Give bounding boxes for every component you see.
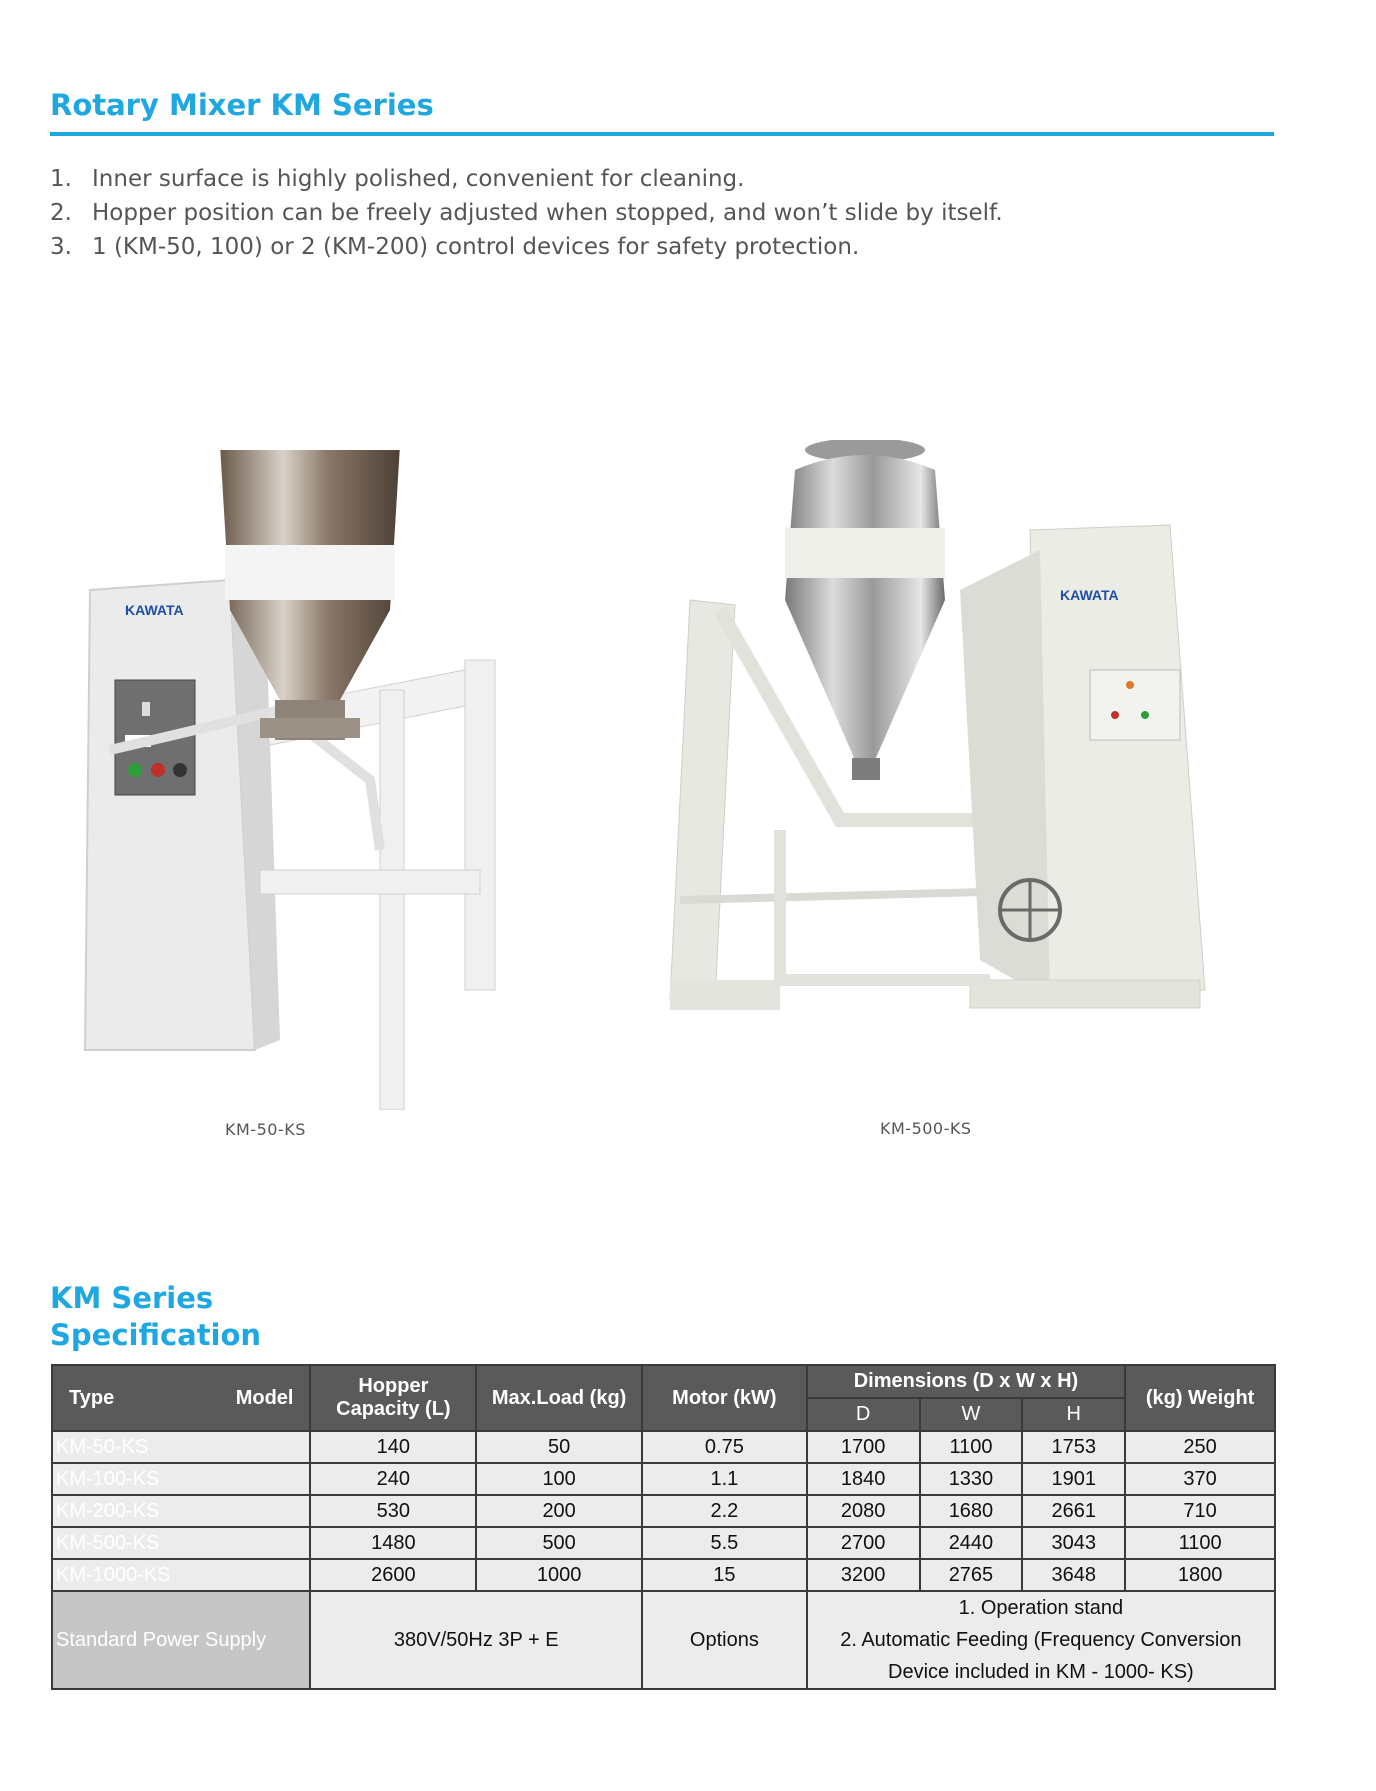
weight-cell: 250	[1125, 1431, 1275, 1463]
header-w: W	[920, 1398, 1023, 1431]
weight-cell: 370	[1125, 1463, 1275, 1495]
hopper-cell: 1480	[310, 1527, 476, 1559]
header-model: Model	[235, 1386, 294, 1409]
d-cell: 2700	[807, 1527, 920, 1559]
w-cell: 2765	[920, 1559, 1023, 1591]
header-hopper	[310, 1365, 476, 1431]
feature-number: 3.	[50, 234, 72, 260]
options-label: Options	[642, 1591, 807, 1689]
feature-text: 1 (KM-50, 100) or 2 (KM-200) control devices for safety protection.	[92, 234, 860, 260]
page-title: Rotary Mixer KM Series	[50, 88, 434, 122]
load-cell: 200	[476, 1495, 642, 1527]
power-supply-label: Standard Power Supply	[52, 1591, 310, 1689]
table-row	[52, 1559, 1275, 1591]
motor-cell: 1.1	[642, 1463, 807, 1495]
header-dimensions: Dimensions (D x W x H)	[807, 1365, 1125, 1398]
motor-cell: 5.5	[642, 1527, 807, 1559]
options-list	[807, 1591, 1275, 1689]
h-cell: 3043	[1022, 1527, 1125, 1559]
spec-table	[51, 1364, 1276, 1690]
table-footer-row	[52, 1591, 1275, 1689]
motor-cell: 15	[642, 1559, 807, 1591]
option-item: 2. Automatic Feeding (Frequency Conversion	[840, 1629, 1242, 1651]
feature-number: 1.	[50, 166, 72, 192]
motor-cell: 2.2	[642, 1495, 807, 1527]
feature-list	[50, 162, 1003, 264]
model-cell: KM-50-KS	[52, 1431, 310, 1463]
spec-title	[50, 1280, 261, 1354]
model-cell: KM-200-KS	[52, 1495, 310, 1527]
load-cell: 100	[476, 1463, 642, 1495]
kawata-logo: KAWATA	[1060, 587, 1119, 603]
feature-item	[50, 162, 1003, 196]
load-cell: 500	[476, 1527, 642, 1559]
w-cell: 1680	[920, 1495, 1023, 1527]
feature-text: Inner surface is highly polished, convenient for cleaning.	[92, 166, 745, 192]
d-cell: 1840	[807, 1463, 920, 1495]
h-cell: 1901	[1022, 1463, 1125, 1495]
weight-cell: 1100	[1125, 1527, 1275, 1559]
hopper-cell: 2600	[310, 1559, 476, 1591]
power-supply-value: 380V/50Hz 3P + E	[310, 1591, 642, 1689]
d-cell: 3200	[807, 1559, 920, 1591]
table-row	[52, 1431, 1275, 1463]
load-cell: 1000	[476, 1559, 642, 1591]
load-cell: 50	[476, 1431, 642, 1463]
model-cell: KM-100-KS	[52, 1463, 310, 1495]
header-hopper-line1: Hopper	[358, 1375, 429, 1397]
hopper-cell: 140	[310, 1431, 476, 1463]
table-row	[52, 1495, 1275, 1527]
h-cell: 2661	[1022, 1495, 1125, 1527]
option-item: Device included in KM - 1000- KS)	[888, 1661, 1194, 1683]
feature-number: 2.	[50, 200, 72, 226]
spec-title-line1: KM Series	[50, 1281, 214, 1315]
km-500-ks-caption: KM-500-KS	[880, 1119, 972, 1138]
header-motor: Motor (kW)	[642, 1365, 807, 1431]
header-d: D	[807, 1398, 920, 1431]
option-item: 1. Operation stand	[958, 1597, 1124, 1619]
header-type: Type	[69, 1386, 115, 1409]
model-cell: KM-1000-KS	[52, 1559, 310, 1591]
header-weight: (kg) Weight	[1125, 1365, 1275, 1431]
h-cell: 3648	[1022, 1559, 1125, 1591]
table-row	[52, 1527, 1275, 1559]
km-500-ks-photo	[660, 440, 1240, 1060]
w-cell: 2440	[920, 1527, 1023, 1559]
weight-cell: 1800	[1125, 1559, 1275, 1591]
weight-cell: 710	[1125, 1495, 1275, 1527]
hopper-cell: 530	[310, 1495, 476, 1527]
model-cell: KM-500-KS	[52, 1527, 310, 1559]
header-h: H	[1022, 1398, 1125, 1431]
spec-title-line2: Specification	[50, 1318, 262, 1352]
feature-item	[50, 196, 1003, 230]
motor-cell: 0.75	[642, 1431, 807, 1463]
d-cell: 2080	[807, 1495, 920, 1527]
w-cell: 1330	[920, 1463, 1023, 1495]
hopper-cell: 240	[310, 1463, 476, 1495]
d-cell: 1700	[807, 1431, 920, 1463]
header-hopper-line2: Capacity (L)	[336, 1398, 451, 1420]
km-50-ks-photo	[80, 450, 500, 1110]
h-cell: 1753	[1022, 1431, 1125, 1463]
kawata-logo: KAWATA	[125, 602, 184, 618]
header-type-model	[52, 1365, 310, 1431]
title-divider	[50, 132, 1274, 136]
w-cell: 1100	[920, 1431, 1023, 1463]
table-row	[52, 1463, 1275, 1495]
header-max-load: Max.Load (kg)	[476, 1365, 642, 1431]
feature-item	[50, 230, 1003, 264]
km-50-ks-caption: KM-50-KS	[225, 1120, 306, 1139]
feature-text: Hopper position can be freely adjusted when stopped, and won’t slide by itself.	[92, 200, 1003, 226]
